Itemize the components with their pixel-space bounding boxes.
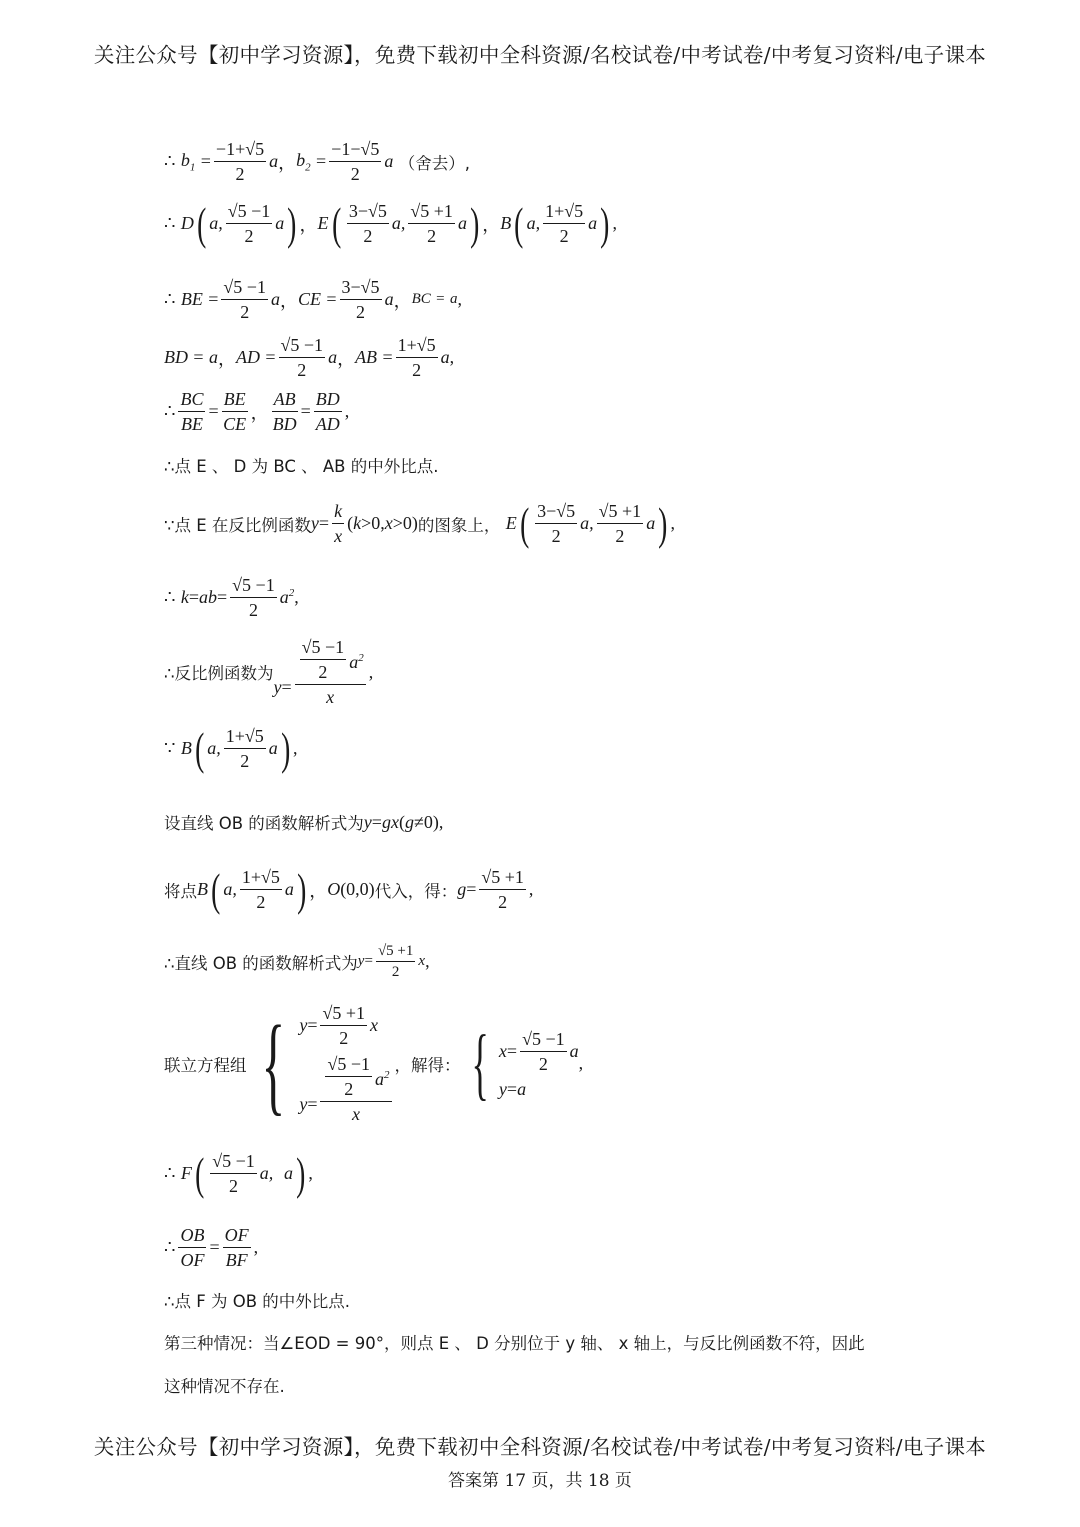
conclusion-e-d: ∴点 E 、 D 为 BC 、 AB 的中外比点. (164, 457, 439, 476)
line-k-value: ∴ k = ab = $\frac{√5 -1}{2}$ $a^2$ , (164, 575, 299, 620)
line-substitute: 将点 B ( a, $\frac{1+√5}{2}$ a ) ， O (0,0) 代入，得： g = $\frac{√5 +1}{2}$ , (164, 863, 534, 915)
line-bd-ad-ab: BD = a ， AD = $\frac{√5 -1}{2}$ a ， AB = $\frac{1+√5}{2}$ a , (164, 335, 455, 380)
line-ratios-1: ∴ $\frac{BC}{BE}$ = $\frac{BE}{CE}$ ， $\frac{AB}{BD}$ = $\frac{BD}{AD}$ , (164, 389, 350, 434)
footer-banner: 关注公众号【初中学习资源】，免费下载初中全科资源/名校试卷/中考试卷/中考复习资料/电子课本 (93, 1435, 987, 1459)
line-inverse-function: ∵点 E 在反比例函数 y = $\frac{k}{x}$ ( k >0, x >0) 的图象上， E ( $\frac{3-√5}{2}$ a, $\frac{√5 +1}{2}$ a ) , (164, 497, 676, 549)
discard-note: （舍去）, (398, 153, 471, 173)
line-be-ce-bc: ∴ BE = $\frac{√5 -1}{2}$ a ， CE = $\frac{3-√5}{2}$ a ， BC = a , (164, 277, 463, 322)
line-points-deb: ∴ D ( a, $\frac{√5 -1}{2}$ a ) ， E ( $\frac{3-√5}{2}$ a, $\frac{√5 +1}{2}$ a ) ， B ( a, $\frac{1+√5}{2}$ a ) , (164, 197, 617, 249)
left-brace-solution: { (471, 1019, 489, 1108)
line-function-def: ∴反比例函数为 y = $\frac{√5 -1}{2}$ $a^2$ x , (164, 637, 374, 707)
header-banner: 关注公众号【初中学习资源】，免费下载初中全科资源/名校试卷/中考试卷/中考复习资料/电子课本 (93, 43, 987, 67)
line-b-values: ∴ $b_1$ = $\frac{-1+√5}{2}$ a ， $b_2$ = $\frac{-1-√5}{2}$ a （舍去）, (164, 139, 471, 184)
third-case-text: 第三种情况：当∠EOD = 90°，则点 E 、 D 分别位于 y 轴、 x 轴上，与反比例函数不符，因此 (164, 1334, 865, 1353)
page-number: 答案第 17 页，共 18 页 (448, 1471, 632, 1491)
line-ratios-2: ∴ $\frac{OB}{OF}$ = $\frac{OF}{BF}$ , (164, 1225, 259, 1270)
line-set-ob: 设直线 OB 的函数解析式为 y = gx ( g ≠0) , (164, 811, 444, 833)
line-equation-system: 联立方程组 { y = $\frac{√5 +1}{2}$ x y = $\frac{√5 -1}{2}$ $a^2$ x ，解得： { x = $\frac{√5 -1}{2}$ a y = a , (164, 1002, 584, 1125)
line-point-f: ∴ F ( $\frac{√5 -1}{2}$ a, a ) , (164, 1147, 313, 1199)
conclusion-f: ∴点 F 为 OB 的中外比点. (164, 1292, 351, 1311)
third-case-conclusion: 这种情况不存在. (164, 1377, 285, 1396)
left-brace: { (261, 1002, 285, 1125)
line-ob-result: ∴直线 OB 的函数解析式为 y = $\frac{√5 +1}{2}$ x , (164, 943, 430, 980)
line-point-b: ∵ B ( a, $\frac{1+√5}{2}$ a ) , (164, 722, 298, 774)
